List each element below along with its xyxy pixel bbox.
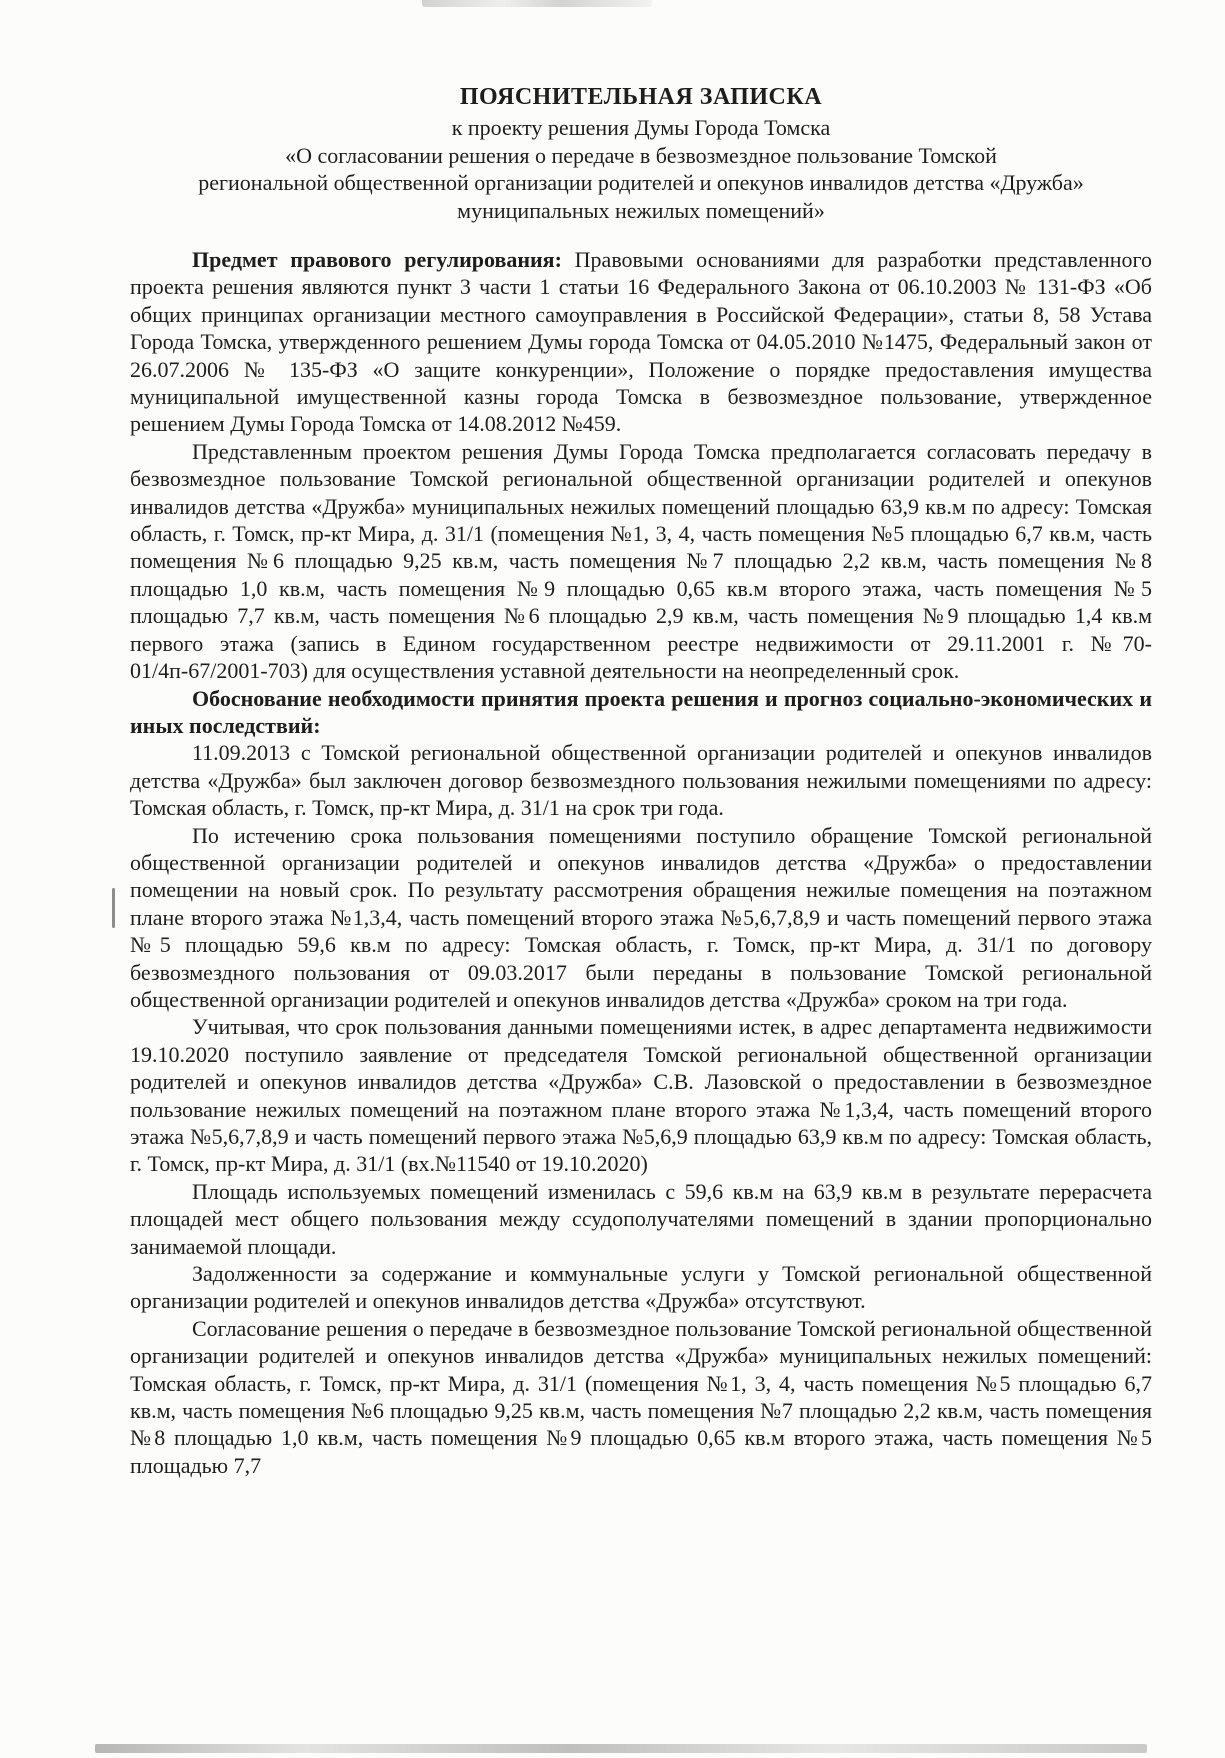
paragraph: Задолженности за содержание и коммунальные услуги у Томской региональной общественной организации родителей и опекунов инвалидов детства «Дружба» отсутствуют. <box>130 1261 1152 1314</box>
document-subtitle <box>130 114 1152 224</box>
paragraph: 11.09.2013 с Томской региональной общественной организации родителей и опекунов инвалидов детства «Дружба» был заключен договор безвозмездного пользования нежилыми помещениями по адресу: Томская область, г. Томск, пр-кт Мира, д. 31/1 на срок три года. <box>130 740 1152 821</box>
paragraph: Площадь используемых помещений изменилась с 59,6 кв.м на 63,9 кв.м в результате перерасчета площадей мест общего пользования между ссудополучателями помещений в здании пропорционально занимаемой площади. <box>130 1178 1152 1259</box>
subtitle-line: муниципальных нежилых помещений» <box>457 197 825 223</box>
subtitle-line: к проекту решения Думы Города Томска <box>451 115 831 140</box>
document-content <box>130 82 1152 1479</box>
paragraph: Согласование решения о передаче в безвозмездное пользование Томской региональной общественной организации родителей и опекунов инвалидов детства «Дружба» муниципальных нежилых помещений: Томская область, г. Томск, пр-кт Мира, д. 31/1 (помещения №1, 3, 4, часть помещения №5 площадью 6,7 кв.м, часть помещения №6 площадью 9,25 кв.м, часть помещения №7 площадью 2,2 кв.м, часть помещения №8 площадью 1,0 кв.м, часть помещения №9 площадью 0,65 кв.м второго этажа, часть помещения №5 площадью 7,7 <box>130 1315 1152 1478</box>
paragraph: По истечению срока пользования помещениями поступило обращение Томской региональной общественной организации родителей и опекунов инвалидов детства «Дружба» о предоставлении помещении на новый срок. По результату рассмотрения обращения нежилые помещения на поэтажном плане второго этажа №1,3,4, часть помещений второго этажа №5,6,7,8,9 и часть помещений первого этажа №5 площадью 59,6 кв.м по адресу: Томская область, г. Томск, пр-кт Мира, д. 31/1 по договору безвозмездного пользования от 09.03.2017 были переданы в пользование Томской региональной общественной организации родителей и опекунов инвалидов детства «Дружба» сроком на три года. <box>130 822 1152 1012</box>
document-title: ПОЯСНИТЕЛЬНАЯ ЗАПИСКА <box>459 84 823 110</box>
scan-streak-artifact <box>95 1744 1147 1753</box>
paragraph: Представленным проектом решения Думы Города Томска предполагается согласовать передачу в безвозмездное пользование Томской региональной общественной организации родителей и опекунов инвалидов детства «Дружба» муниципальных нежилых помещений площадью 63,9 кв.м по адресу: Томская область, г. Томск, пр-кт Мира, д. 31/1 (помещения №1, 3, 4, часть помещения №5 площадью 6,7 кв.м, часть помещения №6 площадью 9,25 кв.м, часть помещения №7 площадью 2,2 кв.м, часть помещения №8 площадью 1,0 кв.м, часть помещения №9 площадью 0,65 кв.м второго этажа, часть помещения №5 площадью 7,7 кв.м, часть помещения №6 площадью 2,9 кв.м, часть помещения №9 площадью 1,4 кв.м первого этажа (запись в Едином государственном реестре недвижимости от 29.11.2001 г. №70-01/4п-67/2001-703) для осуществления уставной деятельности на неопределенный срок. <box>130 438 1152 684</box>
scan-smudge-artifact <box>422 0 652 7</box>
document-body <box>130 246 1152 1479</box>
scan-mark-artifact <box>112 888 115 928</box>
paragraph-lead: Предмет правового регулирования: <box>192 247 562 272</box>
paragraph: Учитывая, что срок пользования данными помещениями истек, в адрес департамента недвижимости 19.10.2020 поступило заявление от председателя Томской региональной общественной организации родителей и опекунов инвалидов детства «Дружба» С.В. Лазовской о предоставлении в безвозмездное пользование нежилых помещений на поэтажном плане второго этажа №1,3,4, часть помещений второго этажа №5,6,7,8,9 и часть помещений первого этажа №5,6,9 площадью 63,9 кв.м по адресу: Томская область, г. Томск, пр-кт Мира, д. 31/1 (вх.№11540 от 19.10.2020) <box>130 1014 1152 1177</box>
paragraph: Предмет правового регулирования: Правовыми основаниями для разработки представленного проекта решения являются пункт 3 части 1 статьи 16 Федерального Закона от 06.10.2003 № 131-ФЗ «Об общих принципах организации местного самоуправления в Российской Федерации», статьи 8, 58 Устава Города Томска, утвержденного решением Думы города Томска от 04.05.2010 №1475, Федеральный закон от 26.07.2006 № 135-ФЗ «О защите конкуренции», Положение о порядке предоставления имущества муниципальной имущественной казны города Томска в безвозмездное пользование, утвержденное решением Думы Города Томска от 14.08.2012 №459. <box>130 247 1152 437</box>
subtitle-line: региональной общественной организации родителей и опекунов инвалидов детства «Дружба» <box>198 170 1084 195</box>
subtitle-line: «О согласовании решения о передаче в безвозмездное пользование Томской <box>285 142 997 168</box>
paragraph: Обоснование необходимости принятия проекта решения и прогноз социально-экономических и иных последствий: <box>130 685 1152 738</box>
